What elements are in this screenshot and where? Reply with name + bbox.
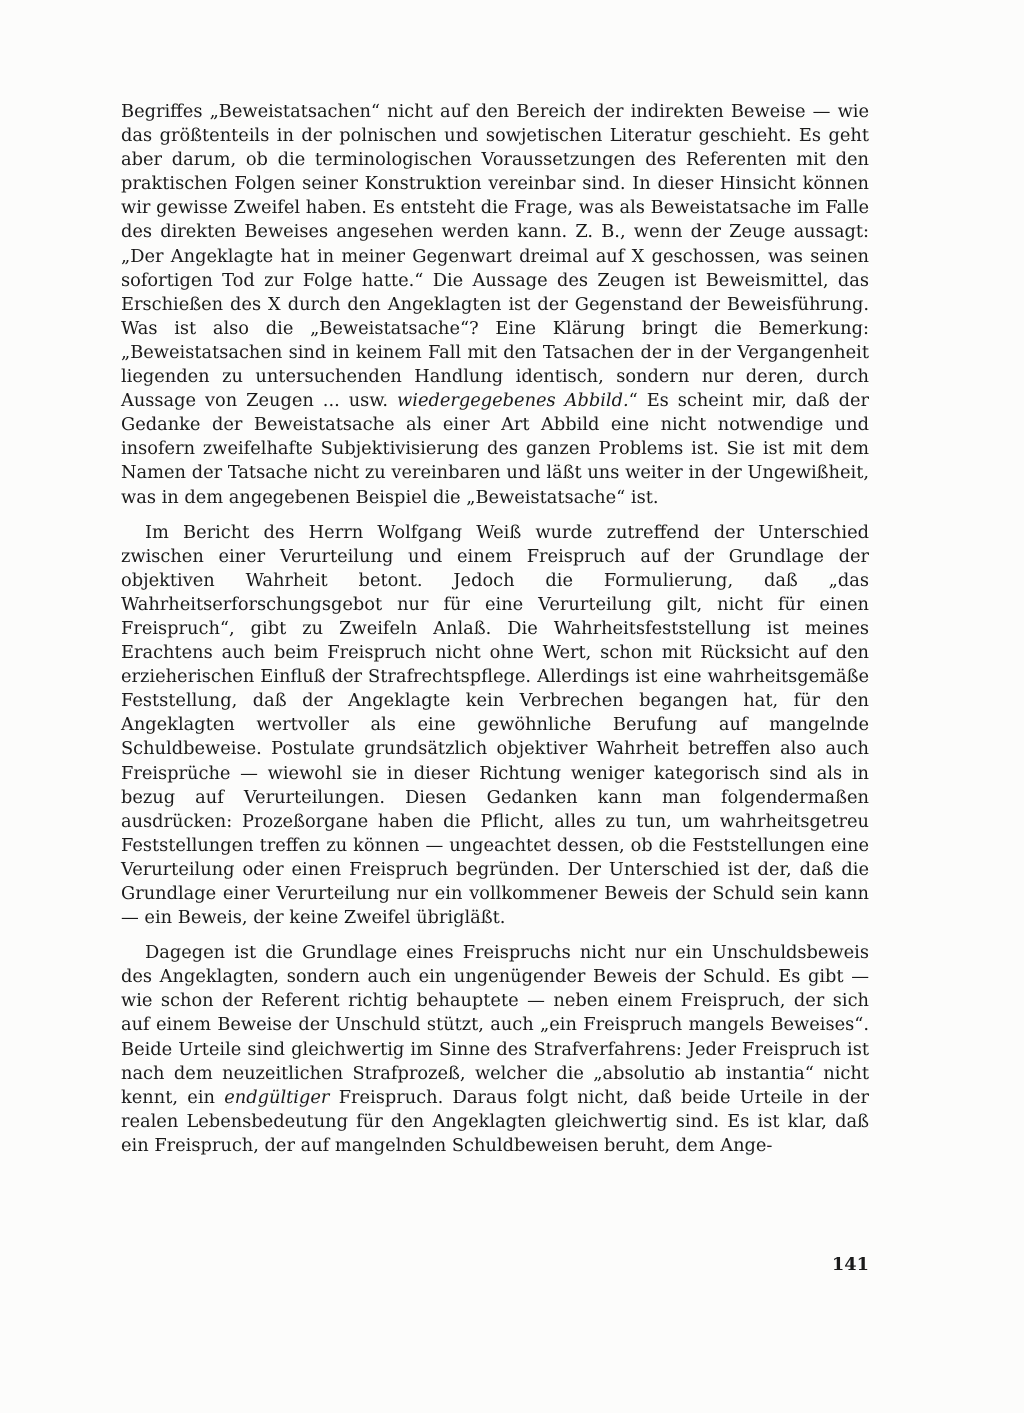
text-run: Im Bericht des Herrn Wolfgang Weiß wurde zutreffend der Unterschied zwischen einer Verurteilung und einem Freispruch auf der Grundlage der objektiven Wahrheit betont. Jedoch die Formulierung, daß „das Wahrheitserforschungsgebot nur für eine Verurteilung gilt, nicht für einen Freispruch“, gibt zu Zweifeln Anlaß. Die Wahrheitsfeststellung ist meines Erachtens auch beim Freispruch nicht ohne Wert, schon mit Rücksicht auf den erzieherischen Einfluß der Strafrechtspflege. Allerdings ist eine wahrheitsgemäße Feststellung, daß der Angeklagte kein Verbrechen begangen hat, für den Angeklagten wertvoller als eine gewöhnliche Berufung auf mangelnde Schuldbeweise. Postulate grundsätzlich objektiver Wahrheit betreffen also auch Freisprüche — wiewohl sie in dieser Richtung weniger kategorisch sind als in bezug auf Verurteilungen. Diesen Gedanken kann man folgendermaßen ausdrücken: Prozeßorgane haben die Pflicht, alles zu tun, um wahrheitsgetreu Feststellungen treffen zu können — ungeachtet dessen, ob die Feststellungen eine Verurteilung oder einen Freispruch begründen. Der Unterschied ist der, daß die Grundlage einer Verurteilung nur ein vollkommener Beweis der Schuld sein kann — ein Beweis, der keine Zweifel übrigläßt. — [121, 521, 869, 929]
paragraph-1 — [121, 100, 869, 510]
body-text — [121, 100, 869, 1158]
text-run: “ Es scheint mir, daß der Gedanke der Beweistatsache als einer Art Abbild eine nicht notwendige und insofern zweifelhafte Subjektivisierung des ganzen Problems ist. Sie ist mit dem Namen der Tatsache nicht zu vereinbaren und läßt uns weiter in der Ungewißheit, was in dem angegebenen Beispiel die „Beweistatsache“ ist. — [121, 390, 869, 508]
italic-text-run: endgültiger — [224, 1086, 330, 1108]
text-run: Begriffes „Beweistatsachen“ nicht auf den Bereich der indirekten Beweise — wie das größtenteils in der polnischen und sowjetischen Literatur geschieht. Es geht aber darum, ob die terminologischen Voraussetzungen des Referenten mit den praktischen Folgen seiner Konstruktion vereinbar sind. In dieser Hinsicht können wir gewisse Zweifel haben. Es entsteht die Frage, was als Beweistatsache im Falle des direkten Beweises angesehen werden kann. Z. B., wenn der Zeuge aussagt: „Der Angeklagte hat in meiner Gegenwart dreimal auf X geschossen, was seinen sofortigen Tod zur Folge hatte.“ Die Aussage des Zeugen ist Beweismittel, das Erschießen des X durch den Angeklagten ist der Gegenstand der Beweisführung. Was ist also die „Beweistatsache“? Eine Klärung bringt die Bemerkung: „Beweistatsachen sind in keinem Fall mit den Tatsachen der in der Vergangenheit liegenden zu untersuchenden Handlung identisch, sondern nur deren, durch Aussage von Zeugen ... usw. — [121, 101, 869, 412]
text-run: Dagegen ist die Grundlage eines Freispruchs nicht nur ein Unschuldsbeweis des Angeklagten, sondern auch ein ungenügender Beweis der Schuld. Es gibt — wie schon der Referent richtig behauptete — neben einem Freispruch, der sich auf einem Beweise der Unschuld stützt, auch „ein Freispruch mangels Beweises“. Beide Urteile sind gleichwertig im Sinne des Strafverfahrens: Jeder Freispruch ist nach dem neuzeitlichen Strafprozeß, welcher die „absolutio ab instantia“ nicht kennt, ein — [121, 942, 869, 1108]
page-number: 141 — [831, 1254, 869, 1275]
italic-text-run: wiedergegebenes Abbild. — [397, 390, 629, 412]
text-run: Freispruch. Daraus folgt nicht, daß beide Urteile in der realen Lebensbedeutung für den Angeklagten gleichwertig sind. Es ist klar, daß ein Freispruch, der auf mangelnden Schuldbeweisen beruht, dem Ange- — [121, 1086, 869, 1156]
paragraph-3 — [121, 941, 869, 1158]
paragraph-2 — [121, 521, 869, 931]
